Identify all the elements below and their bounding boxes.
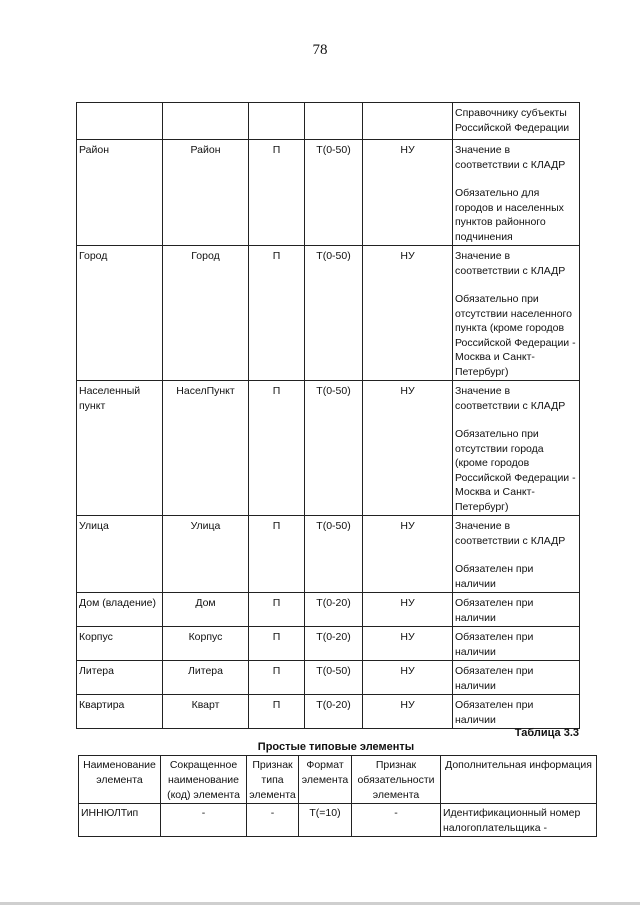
element-format-cell bbox=[305, 103, 363, 140]
table-row bbox=[77, 246, 580, 381]
element-type-cell bbox=[249, 103, 305, 140]
info-paragraph: Справочнику субъекты Российской Федерации bbox=[455, 107, 570, 134]
element-required-cell: НУ bbox=[363, 695, 453, 729]
element-format-cell: Т(0-20) bbox=[305, 695, 363, 729]
element-info-cell bbox=[453, 140, 580, 246]
column-header: Дополнительная информация bbox=[441, 756, 597, 804]
column-header: Формат элемента bbox=[299, 756, 352, 804]
element-type-cell: П bbox=[249, 246, 305, 381]
table-title: Простые типовые элементы bbox=[257, 741, 415, 753]
page-number: 78 bbox=[312, 42, 328, 58]
element-type-cell: П bbox=[249, 661, 305, 695]
element-format-cell: Т(0-50) bbox=[305, 516, 363, 593]
element-required-cell: НУ bbox=[363, 627, 453, 661]
element-info-cell bbox=[453, 661, 580, 695]
header-row bbox=[79, 756, 597, 804]
element-format-cell: Т(0-20) bbox=[305, 593, 363, 627]
element-info-cell bbox=[453, 695, 580, 729]
element-name-cell: Населенный пункт bbox=[77, 381, 163, 516]
element-format-cell: Т(0-50) bbox=[305, 661, 363, 695]
table-row bbox=[77, 593, 580, 627]
element-name-cell: Улица bbox=[77, 516, 163, 593]
element-type-cell: П bbox=[249, 593, 305, 627]
element-type-cell: - bbox=[247, 804, 299, 837]
element-info-cell bbox=[453, 516, 580, 593]
element-name-cell: Город bbox=[77, 246, 163, 381]
element-code-cell: Корпус bbox=[163, 627, 249, 661]
element-type-cell: П bbox=[249, 140, 305, 246]
info-paragraph: Обязателен при наличии bbox=[455, 665, 534, 692]
element-format-cell: Т(0-50) bbox=[305, 140, 363, 246]
element-name-cell: Литера bbox=[77, 661, 163, 695]
element-name-cell: Район bbox=[77, 140, 163, 246]
element-required-cell: НУ bbox=[363, 140, 453, 246]
element-code-cell: Литера bbox=[163, 661, 249, 695]
element-code-cell: Дом bbox=[163, 593, 249, 627]
element-type-cell: П bbox=[249, 695, 305, 729]
table-row bbox=[77, 661, 580, 695]
element-info-cell bbox=[453, 593, 580, 627]
element-code-cell: Улица bbox=[163, 516, 249, 593]
element-code-cell: Район bbox=[163, 140, 249, 246]
column-header: Признак типа элемента bbox=[247, 756, 299, 804]
element-info-cell bbox=[453, 103, 580, 140]
info-paragraph: Обязательно при отсутствии города (кроме городов Российской Федерации - Москва и Санкт-Петербург) bbox=[455, 428, 576, 513]
element-type-cell: П bbox=[249, 516, 305, 593]
table-row bbox=[79, 804, 597, 837]
table-row bbox=[77, 695, 580, 729]
table-row bbox=[77, 103, 580, 140]
element-info-cell bbox=[453, 246, 580, 381]
element-type-cell: П bbox=[249, 627, 305, 661]
element-name-cell: ИННЮЛТип bbox=[79, 804, 161, 837]
element-code-cell: Кварт bbox=[163, 695, 249, 729]
element-required-cell: НУ bbox=[363, 246, 453, 381]
element-name-cell: Квартира bbox=[77, 695, 163, 729]
element-name-cell bbox=[77, 103, 163, 140]
info-paragraph: Обязателен при наличии bbox=[455, 563, 534, 590]
table-caption: Таблица 3.3 bbox=[514, 727, 579, 739]
table-row bbox=[77, 516, 580, 593]
element-required-cell bbox=[363, 103, 453, 140]
element-code-cell: Город bbox=[163, 246, 249, 381]
element-required-cell: НУ bbox=[363, 593, 453, 627]
element-required-cell: - bbox=[352, 804, 441, 837]
info-paragraph: Значение в соответствии с КЛАДР bbox=[455, 520, 566, 547]
simple-elements-table-body bbox=[79, 756, 597, 837]
info-paragraph: Обязателен при наличии bbox=[455, 597, 534, 624]
element-format-cell: Т(0-50) bbox=[305, 381, 363, 516]
element-code-cell: - bbox=[161, 804, 247, 837]
info-paragraph: Обязателен при наличии bbox=[455, 699, 534, 726]
info-paragraph: Обязателен при наличии bbox=[455, 631, 534, 658]
info-paragraph: Значение в соответствии с КЛАДР bbox=[455, 250, 566, 277]
info-paragraph: Обязательно для городов и населенных пунктов районного подчинения bbox=[455, 187, 564, 243]
info-paragraph: Значение в соответствии с КЛАДР bbox=[455, 385, 566, 412]
element-code-cell bbox=[163, 103, 249, 140]
element-required-cell: НУ bbox=[363, 381, 453, 516]
element-info-cell bbox=[453, 381, 580, 516]
element-format-cell: Т(0-20) bbox=[305, 627, 363, 661]
element-required-cell: НУ bbox=[363, 516, 453, 593]
elements-table-body bbox=[77, 103, 580, 729]
element-required-cell: НУ bbox=[363, 661, 453, 695]
column-header: Признак обязательности элемента bbox=[352, 756, 441, 804]
element-name-cell: Корпус bbox=[77, 627, 163, 661]
info-paragraph: Значение в соответствии с КЛАДР bbox=[455, 144, 566, 171]
table-row bbox=[77, 627, 580, 661]
element-format-cell: Т(=10) bbox=[299, 804, 352, 837]
column-header: Наименование элемента bbox=[79, 756, 161, 804]
element-format-cell: Т(0-50) bbox=[305, 246, 363, 381]
info-paragraph: Обязательно при отсутствии населенного пункта (кроме городов Российской Федерации - Москва и Санкт-Петербург) bbox=[455, 293, 576, 378]
element-code-cell: НаселПункт bbox=[163, 381, 249, 516]
element-name-cell: Дом (владение) bbox=[77, 593, 163, 627]
table-row bbox=[77, 381, 580, 516]
simple-elements-table bbox=[78, 755, 597, 837]
element-type-cell: П bbox=[249, 381, 305, 516]
column-header: Сокращенное наименование (код) элемента bbox=[161, 756, 247, 804]
elements-table bbox=[76, 102, 580, 729]
element-info-cell bbox=[453, 627, 580, 661]
table-row bbox=[77, 140, 580, 246]
element-info-cell: Идентификационный номер налогоплательщика - bbox=[441, 804, 597, 837]
